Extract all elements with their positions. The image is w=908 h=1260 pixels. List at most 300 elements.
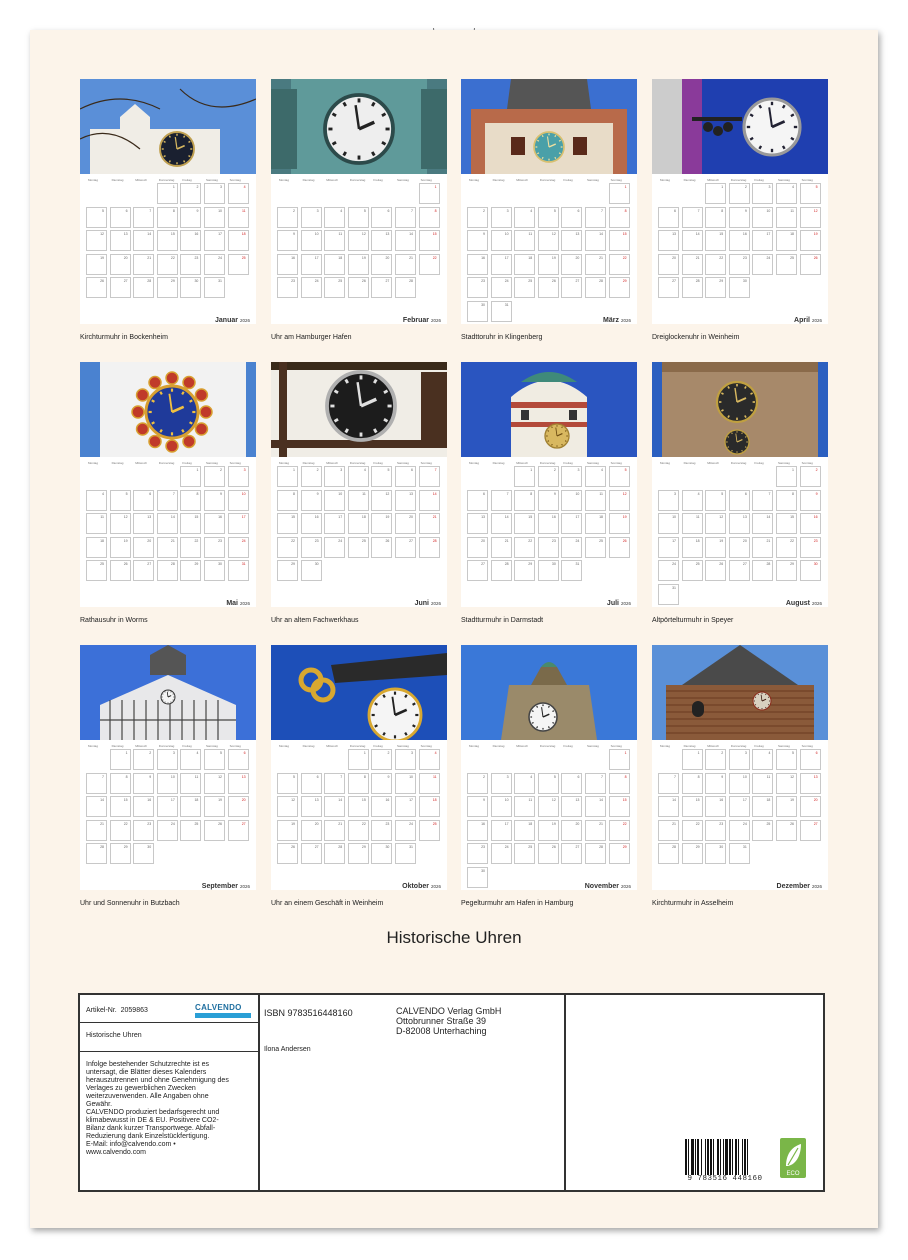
- day-cell: 28: [133, 277, 154, 298]
- weekday-label: Dienstag: [492, 461, 505, 465]
- day-cell: 9: [538, 490, 559, 511]
- day-cell: 13: [395, 490, 416, 511]
- day-cell: 25: [180, 820, 201, 841]
- day-cell: 28: [419, 537, 440, 558]
- month-label: [403, 317, 441, 324]
- day-cell: 18: [180, 796, 201, 817]
- weekday-label: Sonntag: [801, 178, 813, 182]
- day-cell: 22: [348, 820, 369, 841]
- day-cell: 11: [86, 513, 107, 534]
- day-cell: 16: [301, 513, 322, 534]
- day-cell: 30: [301, 560, 322, 581]
- day-cell: 16: [800, 513, 821, 534]
- day-cell: 19: [277, 820, 298, 841]
- day-cell: 7: [491, 490, 512, 511]
- weekday-label: Mittwoch: [707, 178, 720, 182]
- weekday-label: Dienstag: [111, 461, 124, 465]
- day-cell: 8: [609, 773, 630, 794]
- day-cell: 19: [538, 254, 559, 275]
- day-cell: 16: [467, 254, 488, 275]
- month-year: 2026: [239, 318, 250, 323]
- month-page: [80, 362, 256, 607]
- day-cell: 17: [491, 820, 512, 841]
- day-cell: 22: [514, 537, 535, 558]
- month-label: [786, 600, 822, 607]
- day-cell: 10: [561, 490, 582, 511]
- day-cell: 15: [705, 230, 726, 251]
- weekday-label: Dienstag: [302, 178, 315, 182]
- day-cell: 22: [419, 254, 440, 275]
- day-cell: 27: [467, 560, 488, 581]
- photo-caption: Uhr an einem Geschäft in Weinheim: [271, 900, 384, 907]
- day-cell: 22: [776, 537, 797, 558]
- day-cell: 28: [682, 277, 703, 298]
- day-grid: [86, 466, 250, 591]
- day-cell: 27: [561, 277, 582, 298]
- month-page: [80, 645, 256, 890]
- day-cell: 11: [682, 513, 703, 534]
- calendar-title: Historische Uhren: [386, 928, 522, 947]
- day-cell: 10: [491, 230, 512, 251]
- day-cell: 31: [561, 560, 582, 581]
- weekday-label: Donnerstag: [158, 744, 175, 748]
- day-cell: 5: [277, 773, 298, 794]
- day-cell: 11: [514, 796, 535, 817]
- day-cell: 16: [538, 513, 559, 534]
- day-cell: 5: [609, 466, 630, 487]
- month-name: Mai: [226, 600, 238, 607]
- day-cell: 21: [658, 820, 679, 841]
- day-grid: [467, 183, 631, 308]
- day-cell: 4: [585, 466, 606, 487]
- day-cell: 22: [277, 537, 298, 558]
- day-cell: 8: [348, 773, 369, 794]
- day-cell: 8: [110, 773, 131, 794]
- day-cell: 1: [419, 183, 440, 204]
- clock-photo: [80, 362, 256, 457]
- weekday-label: Donnerstag: [730, 178, 747, 182]
- day-cell: 3: [204, 183, 225, 204]
- day-cell: 19: [776, 796, 797, 817]
- day-cell: 31: [729, 843, 750, 864]
- day-cell: 24: [324, 537, 345, 558]
- weekday-label: Mittwoch: [516, 178, 529, 182]
- day-cell: 26: [538, 277, 559, 298]
- day-grid: [658, 749, 822, 874]
- day-cell: 6: [133, 490, 154, 511]
- month-year: 2026: [620, 601, 631, 606]
- month-name: Februar: [402, 317, 429, 324]
- day-cell: 10: [301, 230, 322, 251]
- day-cell: 22: [609, 820, 630, 841]
- day-cell: 14: [585, 230, 606, 251]
- legal-notice: [86, 1061, 254, 1157]
- month-name: Oktober: [402, 883, 429, 890]
- day-cell: 3: [301, 207, 322, 228]
- clock-photo: [461, 79, 637, 174]
- day-cell: 19: [204, 796, 225, 817]
- weekday-label: Samstag: [778, 178, 790, 182]
- day-cell: 29: [776, 560, 797, 581]
- weekday-label: Mittwoch: [326, 461, 339, 465]
- weekday-label: Donnerstag: [539, 461, 556, 465]
- day-cell: 27: [228, 820, 249, 841]
- month-year: 2026: [430, 318, 441, 323]
- day-cell: 8: [705, 207, 726, 228]
- day-cell: 29: [348, 843, 369, 864]
- day-cell: 4: [419, 749, 440, 770]
- weekday-label: Dienstag: [302, 461, 315, 465]
- day-cell: 15: [514, 513, 535, 534]
- day-cell: 27: [729, 560, 750, 581]
- day-cell: 18: [324, 254, 345, 275]
- day-cell: 21: [585, 820, 606, 841]
- weekday-label: Sonntag: [229, 744, 241, 748]
- day-cell: 30: [800, 560, 821, 581]
- weekday-label: Montag: [469, 178, 480, 182]
- day-cell: 11: [419, 773, 440, 794]
- day-cell: 3: [157, 749, 178, 770]
- day-cell: 4: [348, 466, 369, 487]
- day-cell: 29: [514, 560, 535, 581]
- weekday-label: Montag: [279, 461, 290, 465]
- day-cell: 25: [752, 820, 773, 841]
- day-cell: 23: [204, 537, 225, 558]
- weekday-label: Dienstag: [111, 178, 124, 182]
- day-cell: 21: [395, 254, 416, 275]
- day-cell: 23: [467, 277, 488, 298]
- day-cell: 14: [86, 796, 107, 817]
- day-cell: 11: [514, 230, 535, 251]
- weekday-label: Sonntag: [229, 461, 241, 465]
- day-cell: 2: [467, 207, 488, 228]
- day-cell: 7: [86, 773, 107, 794]
- weekday-label: Dienstag: [302, 744, 315, 748]
- day-cell: 4: [682, 490, 703, 511]
- day-cell: 6: [395, 466, 416, 487]
- month-label: [226, 600, 250, 607]
- day-cell: 7: [157, 490, 178, 511]
- day-cell: 6: [561, 773, 582, 794]
- day-cell: 19: [538, 820, 559, 841]
- day-cell: 20: [371, 254, 392, 275]
- weekday-label: Freitag: [373, 178, 383, 182]
- day-cell: 17: [395, 796, 416, 817]
- day-cell: 25: [514, 843, 535, 864]
- day-cell: 7: [324, 773, 345, 794]
- article-number-label: [86, 1007, 148, 1015]
- day-cell: 17: [658, 537, 679, 558]
- day-cell: 25: [228, 254, 249, 275]
- weekday-label: Dienstag: [683, 461, 696, 465]
- weekday-label: Dienstag: [111, 744, 124, 748]
- day-cell: 27: [800, 820, 821, 841]
- day-cell: 12: [348, 230, 369, 251]
- day-cell: 9: [705, 773, 726, 794]
- day-cell: 3: [228, 466, 249, 487]
- day-cell: 12: [538, 230, 559, 251]
- day-cell: 28: [585, 277, 606, 298]
- month-page: [461, 79, 637, 324]
- day-cell: 19: [86, 254, 107, 275]
- logo-text: CALVENDO: [195, 1003, 242, 1012]
- day-cell: 14: [585, 796, 606, 817]
- day-cell: 10: [204, 207, 225, 228]
- day-cell: 3: [324, 466, 345, 487]
- clock-photo: [271, 362, 447, 457]
- day-cell: 24: [729, 820, 750, 841]
- weekday-label: Montag: [469, 461, 480, 465]
- month-year: 2026: [239, 601, 250, 606]
- weekday-label: Sonntag: [801, 744, 813, 748]
- month-name: April: [794, 317, 810, 324]
- month-label: [585, 883, 631, 890]
- day-cell: 25: [348, 537, 369, 558]
- day-cell: 29: [277, 560, 298, 581]
- day-cell: 5: [776, 749, 797, 770]
- day-cell: 1: [277, 466, 298, 487]
- weekday-label: Sonntag: [229, 178, 241, 182]
- month-page: [271, 645, 447, 890]
- legal-line: herauszutrennen und ohne Genehmigung des: [86, 1077, 229, 1084]
- day-cell: 21: [419, 513, 440, 534]
- day-cell: 3: [752, 183, 773, 204]
- legal-line: E-Mail: info@calvendo.com •: [86, 1141, 176, 1148]
- day-cell: 11: [752, 773, 773, 794]
- weekday-label: Montag: [88, 178, 99, 182]
- day-cell: 4: [86, 490, 107, 511]
- day-cell: 1: [776, 466, 797, 487]
- day-cell: 5: [705, 490, 726, 511]
- weekday-label: Freitag: [563, 744, 573, 748]
- day-cell: 25: [585, 537, 606, 558]
- day-cell: 11: [348, 490, 369, 511]
- day-grid: [277, 183, 441, 308]
- day-cell: 15: [776, 513, 797, 534]
- day-cell: 29: [609, 277, 630, 298]
- day-cell: 18: [514, 820, 535, 841]
- day-cell: 31: [491, 301, 512, 322]
- weekday-label: Mittwoch: [326, 178, 339, 182]
- day-cell: 4: [228, 183, 249, 204]
- month-year: 2026: [430, 601, 441, 606]
- day-cell: 27: [395, 537, 416, 558]
- day-cell: 1: [609, 749, 630, 770]
- day-cell: 17: [228, 513, 249, 534]
- barcode-digits: 9 783516 448160: [687, 1175, 763, 1183]
- day-cell: 16: [133, 796, 154, 817]
- day-cell: 7: [585, 773, 606, 794]
- month-year: 2026: [430, 884, 441, 889]
- day-cell: 24: [491, 843, 512, 864]
- day-cell: 10: [395, 773, 416, 794]
- day-cell: 14: [157, 513, 178, 534]
- author: Ilona Andersen: [264, 1046, 311, 1053]
- day-cell: 8: [776, 490, 797, 511]
- weekday-label: Donnerstag: [158, 461, 175, 465]
- day-cell: 15: [419, 230, 440, 251]
- month-year: 2026: [811, 318, 822, 323]
- day-cell: 5: [371, 466, 392, 487]
- day-cell: 25: [776, 254, 797, 275]
- legal-line: Verlages zu gewerblichen Zwecken: [86, 1085, 196, 1092]
- day-cell: 28: [324, 843, 345, 864]
- day-cell: 1: [110, 749, 131, 770]
- day-cell: 15: [609, 796, 630, 817]
- day-cell: 30: [538, 560, 559, 581]
- day-cell: 14: [133, 230, 154, 251]
- day-cell: 25: [86, 560, 107, 581]
- day-cell: 6: [301, 773, 322, 794]
- day-cell: 24: [301, 277, 322, 298]
- weekday-label: Samstag: [587, 461, 599, 465]
- isbn: ISBN 9783516448160: [264, 1008, 353, 1018]
- day-cell: 20: [228, 796, 249, 817]
- day-cell: 16: [371, 796, 392, 817]
- month-label: [777, 883, 822, 890]
- day-cell: 18: [585, 513, 606, 534]
- day-cell: 6: [658, 207, 679, 228]
- day-cell: 20: [729, 537, 750, 558]
- weekday-label: Freitag: [373, 744, 383, 748]
- day-cell: 12: [609, 490, 630, 511]
- weekday-label: Donnerstag: [539, 178, 556, 182]
- day-cell: 12: [538, 796, 559, 817]
- day-cell: 7: [419, 466, 440, 487]
- day-cell: 18: [514, 254, 535, 275]
- photo-caption: Pegelturmuhr am Hafen in Hamburg: [461, 900, 574, 907]
- day-cell: 16: [729, 230, 750, 251]
- day-cell: 18: [682, 537, 703, 558]
- article-label: Artikel-Nr.: [86, 1007, 117, 1014]
- weekday-label: Montag: [279, 744, 290, 748]
- day-cell: 16: [467, 820, 488, 841]
- day-cell: 14: [395, 230, 416, 251]
- weekday-label: Freitag: [563, 461, 573, 465]
- day-cell: 17: [301, 254, 322, 275]
- weekday-label: Montag: [660, 178, 671, 182]
- day-cell: 19: [348, 254, 369, 275]
- barcode-bars: [685, 1139, 765, 1175]
- day-cell: 8: [277, 490, 298, 511]
- day-cell: 17: [324, 513, 345, 534]
- day-cell: 27: [110, 277, 131, 298]
- weekday-label: Montag: [88, 744, 99, 748]
- day-cell: 28: [395, 277, 416, 298]
- clock-photo: [80, 645, 256, 740]
- day-cell: 12: [86, 230, 107, 251]
- weekday-label: Samstag: [206, 461, 218, 465]
- day-cell: 30: [467, 867, 488, 888]
- day-cell: 30: [729, 277, 750, 298]
- day-cell: 25: [419, 820, 440, 841]
- day-cell: 5: [538, 207, 559, 228]
- day-cell: 9: [800, 490, 821, 511]
- day-cell: 20: [395, 513, 416, 534]
- day-cell: 10: [324, 490, 345, 511]
- clock-photo: [652, 362, 828, 457]
- month-label: [402, 883, 441, 890]
- photo-caption: Stadttoruhr in Klingenberg: [461, 334, 543, 341]
- month-year: 2026: [811, 601, 822, 606]
- day-cell: 12: [110, 513, 131, 534]
- weekday-label: Montag: [660, 744, 671, 748]
- article-number: 2059863: [120, 1007, 148, 1014]
- day-cell: 14: [682, 230, 703, 251]
- month-name: Juli: [606, 600, 619, 607]
- day-cell: 20: [561, 254, 582, 275]
- photo-caption: Stadtturmuhr in Darmstadt: [461, 617, 544, 624]
- day-cell: 14: [658, 796, 679, 817]
- day-cell: 2: [729, 183, 750, 204]
- day-cell: 11: [776, 207, 797, 228]
- month-page: [461, 645, 637, 890]
- day-cell: 22: [110, 820, 131, 841]
- month-name: August: [785, 600, 810, 607]
- legal-line: www.calvendo.com: [86, 1149, 146, 1156]
- day-cell: 8: [157, 207, 178, 228]
- day-cell: 7: [682, 207, 703, 228]
- day-cell: 1: [348, 749, 369, 770]
- eco-text: ECO: [786, 1171, 800, 1177]
- day-cell: 1: [682, 749, 703, 770]
- month-page: [80, 79, 256, 324]
- month-name: September: [201, 883, 238, 890]
- weekday-label: Mittwoch: [326, 744, 339, 748]
- weekday-label: Samstag: [778, 744, 790, 748]
- day-cell: 6: [467, 490, 488, 511]
- barcode-bar: [748, 1139, 750, 1175]
- day-cell: 13: [133, 513, 154, 534]
- weekday-label: Sonntag: [610, 461, 622, 465]
- day-cell: 21: [585, 254, 606, 275]
- weekday-label: Donnerstag: [349, 461, 366, 465]
- day-cell: 20: [110, 254, 131, 275]
- day-cell: 26: [800, 254, 821, 275]
- photo-caption: Rathausuhr in Worms: [80, 617, 148, 624]
- day-cell: 12: [776, 773, 797, 794]
- legal-line: Reduzierung dank Einzelstückfertigung.: [86, 1133, 210, 1140]
- weekday-label: Montag: [88, 461, 99, 465]
- info-box: [78, 993, 825, 1192]
- day-cell: 16: [277, 254, 298, 275]
- day-cell: 7: [133, 207, 154, 228]
- day-cell: 2: [705, 749, 726, 770]
- day-cell: 19: [800, 230, 821, 251]
- day-cell: 7: [395, 207, 416, 228]
- day-cell: 15: [609, 230, 630, 251]
- day-cell: 12: [705, 513, 726, 534]
- day-cell: 21: [752, 537, 773, 558]
- day-cell: 15: [180, 513, 201, 534]
- month-label: [607, 600, 631, 607]
- day-cell: 26: [348, 277, 369, 298]
- day-cell: 19: [110, 537, 131, 558]
- day-cell: 1: [705, 183, 726, 204]
- photo-caption: Uhr am Hamburger Hafen: [271, 334, 352, 341]
- day-cell: 6: [800, 749, 821, 770]
- day-cell: 9: [467, 796, 488, 817]
- photo-caption: Uhr und Sonnenuhr in Butzbach: [80, 900, 180, 907]
- day-cell: 10: [157, 773, 178, 794]
- month-label: [794, 317, 822, 324]
- publisher-line: D-82008 Unterhaching: [396, 1026, 487, 1036]
- day-cell: 21: [491, 537, 512, 558]
- weekday-label: Mittwoch: [707, 461, 720, 465]
- day-cell: 18: [348, 513, 369, 534]
- day-cell: 23: [705, 820, 726, 841]
- clock-photo: [271, 79, 447, 174]
